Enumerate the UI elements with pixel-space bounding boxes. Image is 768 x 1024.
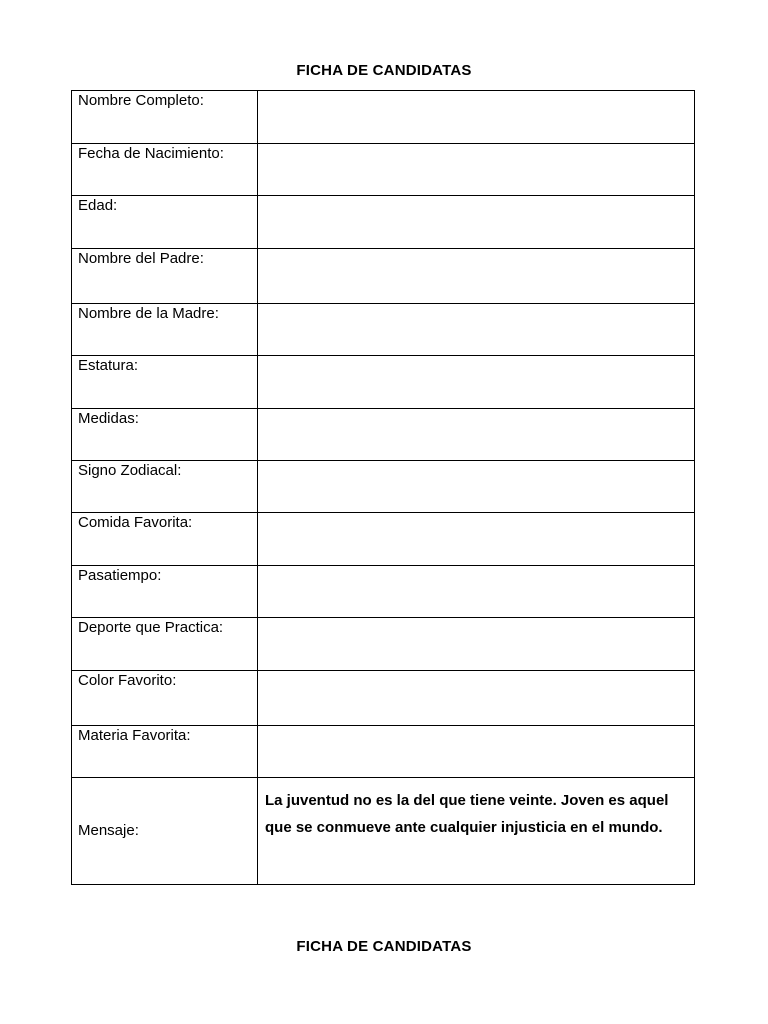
field-value-medidas[interactable] (258, 409, 695, 461)
field-label: Edad: (72, 196, 258, 249)
field-value-pasatiempo[interactable] (258, 566, 695, 618)
field-label: Medidas: (72, 409, 258, 461)
form-row-nombre-padre (72, 249, 695, 304)
field-label: Fecha de Nacimiento: (72, 144, 258, 196)
form-row-comida-favorita (72, 513, 695, 566)
field-value-signo-zodiacal[interactable] (258, 461, 695, 513)
form-row-nombre-completo (72, 91, 695, 144)
field-label: Pasatiempo: (72, 566, 258, 618)
field-value-estatura[interactable] (258, 356, 695, 409)
field-label: Deporte que Practica: (72, 618, 258, 671)
form-row-estatura (72, 356, 695, 409)
form-row-pasatiempo (72, 566, 695, 618)
page-title: FICHA DE CANDIDATAS (296, 62, 472, 79)
field-label: Comida Favorita: (72, 513, 258, 566)
field-value-color-favorito[interactable] (258, 671, 695, 726)
form-row-edad (72, 196, 695, 249)
field-value-comida-favorita[interactable] (258, 513, 695, 566)
candidate-form-table (71, 90, 695, 885)
form-row-deporte (72, 618, 695, 671)
field-value-mensaje[interactable]: La juventud no es la del que tiene veinte. Joven es aquel que se conmueve ante cualquier injusticia en el mundo. (258, 778, 695, 885)
field-value-edad[interactable] (258, 196, 695, 249)
field-label: Mensaje: (72, 778, 258, 885)
field-label: Estatura: (72, 356, 258, 409)
form-row-fecha-nacimiento (72, 144, 695, 196)
form-row-medidas (72, 409, 695, 461)
field-value-nombre-madre[interactable] (258, 304, 695, 356)
form-row-nombre-madre (72, 304, 695, 356)
field-value-fecha-nacimiento[interactable] (258, 144, 695, 196)
field-value-nombre-padre[interactable] (258, 249, 695, 304)
form-row-color-favorito (72, 671, 695, 726)
second-page-title: FICHA DE CANDIDATAS (296, 938, 472, 955)
field-value-materia-favorita[interactable] (258, 726, 695, 778)
form-row-materia-favorita (72, 726, 695, 778)
field-label: Materia Favorita: (72, 726, 258, 778)
field-label: Nombre del Padre: (72, 249, 258, 304)
field-label: Color Favorito: (72, 671, 258, 726)
field-label: Signo Zodiacal: (72, 461, 258, 513)
field-value-nombre-completo[interactable] (258, 91, 695, 144)
form-row-mensaje (72, 778, 695, 885)
field-label: Nombre Completo: (72, 91, 258, 144)
field-label: Nombre de la Madre: (72, 304, 258, 356)
field-value-deporte[interactable] (258, 618, 695, 671)
form-row-signo-zodiacal (72, 461, 695, 513)
